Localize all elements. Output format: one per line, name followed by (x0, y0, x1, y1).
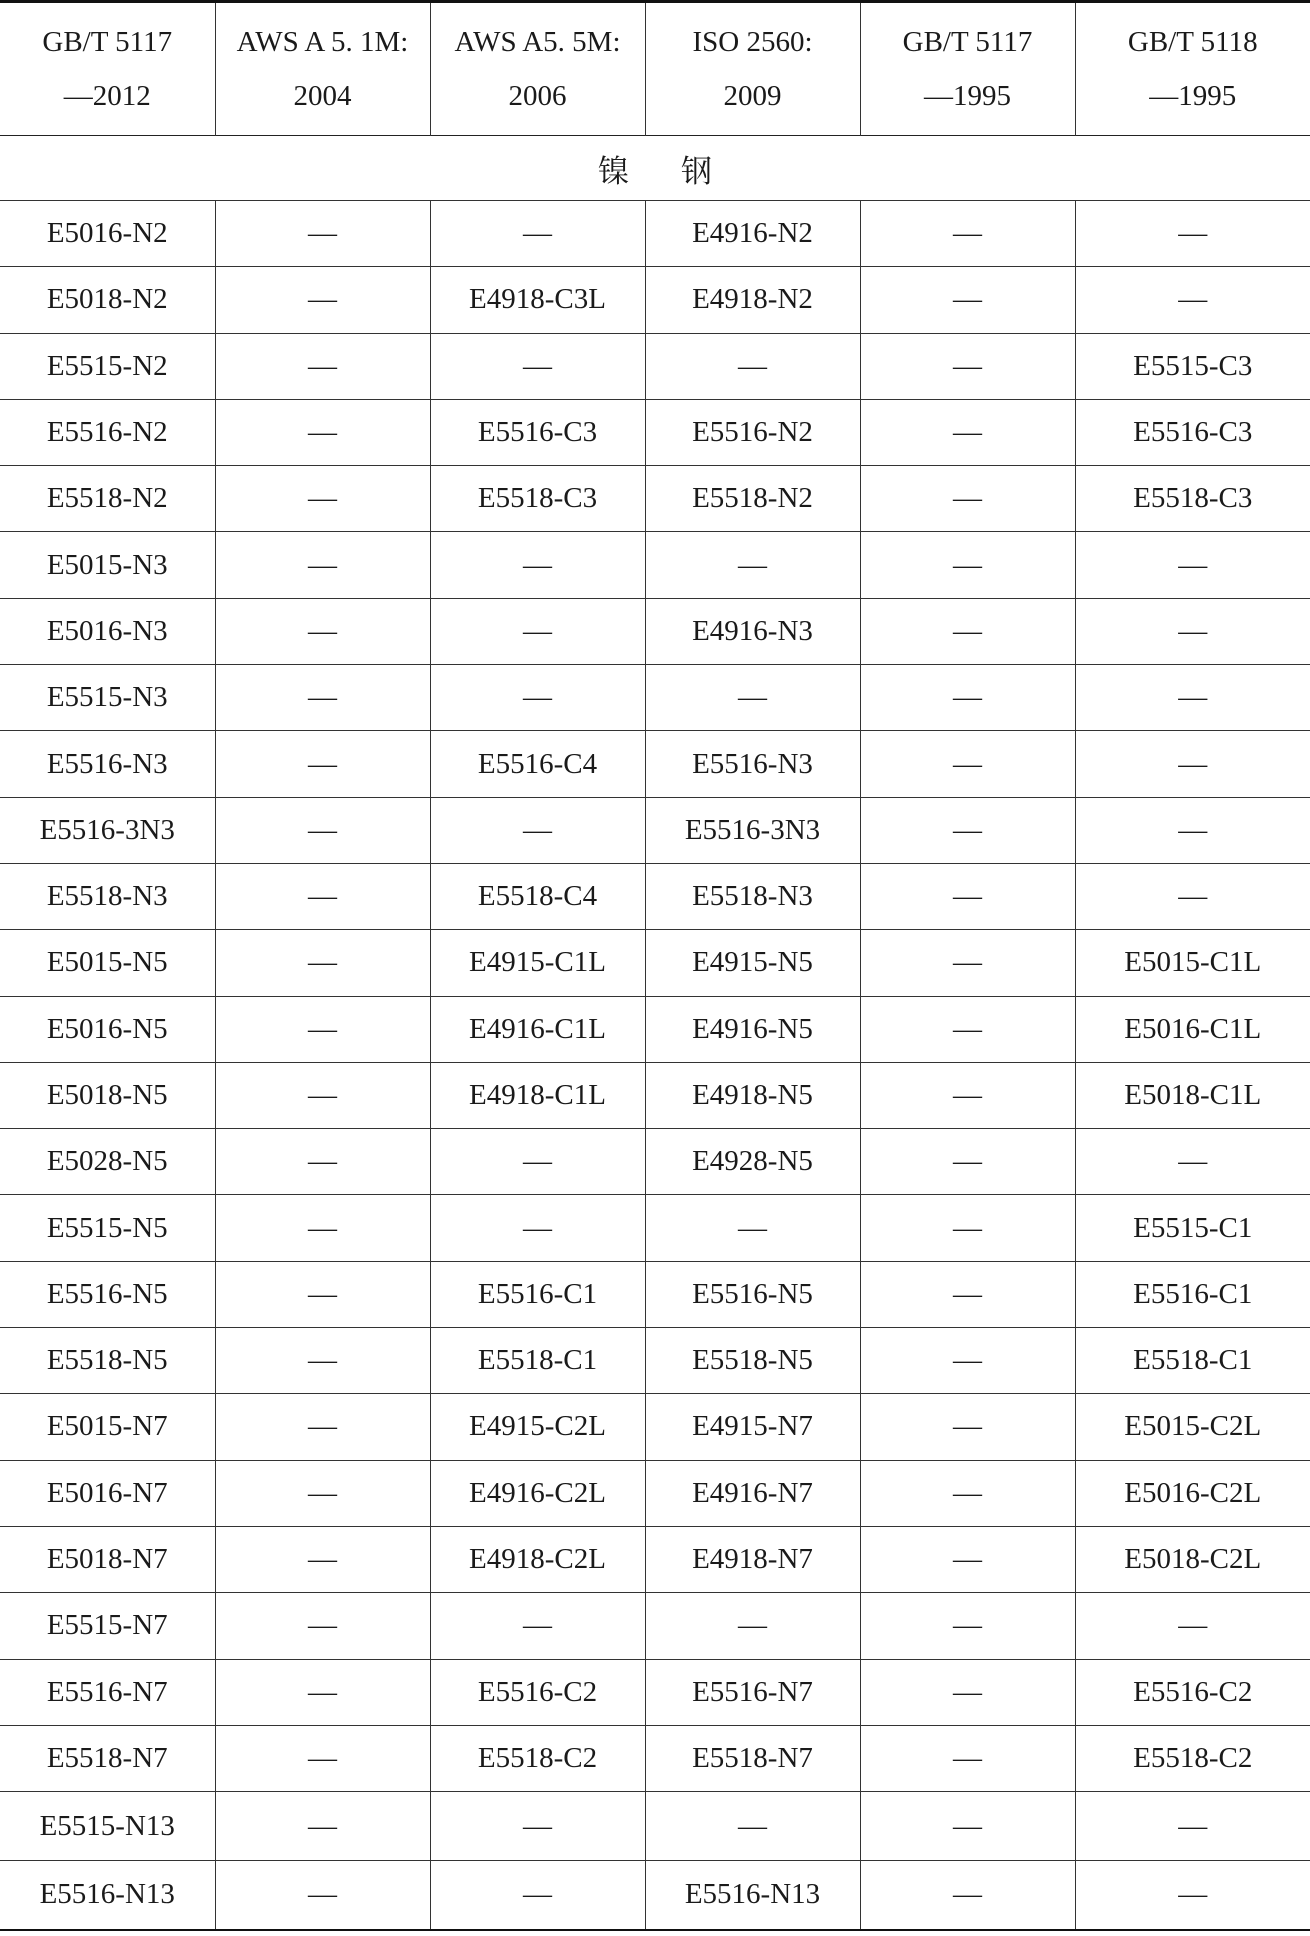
column-header (430, 2, 645, 136)
table-cell: — (860, 267, 1075, 333)
table-cell: E4915-C2L (430, 1394, 645, 1460)
table-cell: — (860, 1195, 1075, 1261)
table-cell: E5516-C3 (1075, 399, 1310, 465)
table-row (0, 797, 1310, 863)
table-cell: E4918-N5 (645, 1062, 860, 1128)
table-row (0, 665, 1310, 731)
table-cell: E4915-N5 (645, 930, 860, 996)
table-cell: — (860, 1593, 1075, 1659)
table-cell: — (860, 1792, 1075, 1861)
table-row (0, 930, 1310, 996)
table-cell: E5016-N3 (0, 598, 215, 664)
table-cell: — (215, 399, 430, 465)
table-cell: — (430, 797, 645, 863)
table-cell: E4918-C1L (430, 1062, 645, 1128)
table-cell: — (215, 996, 430, 1062)
header-row (0, 2, 1310, 136)
table-cell: E5018-N2 (0, 267, 215, 333)
table-cell: E4916-N5 (645, 996, 860, 1062)
column-header-line: 2004 (293, 80, 352, 112)
table-cell: E4915-N7 (645, 1394, 860, 1460)
table-cell: E5518-C4 (430, 863, 645, 929)
table-cell: E5518-N5 (645, 1328, 860, 1394)
table-cell: — (215, 1394, 430, 1460)
column-header-line: GB/T 5117 (42, 26, 173, 58)
table-row (0, 333, 1310, 399)
table-cell: — (215, 267, 430, 333)
table-cell: — (860, 1129, 1075, 1195)
table-cell: E5028-N5 (0, 1129, 215, 1195)
table-cell: E5518-N7 (645, 1725, 860, 1791)
table-cell: E5516-C1 (430, 1261, 645, 1327)
table-cell: E5016-C1L (1075, 996, 1310, 1062)
table-cell: E5516-N2 (0, 399, 215, 465)
table-cell: — (215, 797, 430, 863)
table-cell: — (645, 1593, 860, 1659)
table-row (0, 863, 1310, 929)
table-cell: — (215, 1460, 430, 1526)
table-cell: E5518-C1 (1075, 1328, 1310, 1394)
table-cell: E5016-N7 (0, 1460, 215, 1526)
table-cell: — (430, 598, 645, 664)
table-cell: — (430, 1861, 645, 1930)
table-cell: — (215, 1659, 430, 1725)
table-cell: — (215, 201, 430, 267)
table-cell: E5515-C1 (1075, 1195, 1310, 1261)
table-cell: E5518-N3 (645, 863, 860, 929)
column-header-line: —1995 (924, 80, 1011, 112)
table-cell: E5516-C4 (430, 731, 645, 797)
table-cell: — (1075, 1593, 1310, 1659)
table-cell: E5516-N5 (645, 1261, 860, 1327)
table-cell: E5516-N7 (645, 1659, 860, 1725)
table-cell: — (215, 1725, 430, 1791)
table-row (0, 1792, 1310, 1861)
table-cell: — (430, 532, 645, 598)
table-cell: E5516-3N3 (645, 797, 860, 863)
table-row (0, 1725, 1310, 1791)
column-header-line: 2006 (508, 80, 567, 112)
column-header (0, 2, 215, 136)
table-cell: E5516-N13 (645, 1861, 860, 1930)
table-cell: E4916-N7 (645, 1460, 860, 1526)
column-header-line: —1995 (1149, 80, 1237, 112)
table-cell: E5518-C2 (430, 1725, 645, 1791)
table-cell: — (215, 1861, 430, 1930)
table-cell: E4916-N3 (645, 598, 860, 664)
table-cell: E5518-N7 (0, 1725, 215, 1791)
table-cell: — (860, 797, 1075, 863)
table-cell: E5016-N5 (0, 996, 215, 1062)
table-cell: E5015-C2L (1075, 1394, 1310, 1460)
table-cell: E4915-C1L (430, 930, 645, 996)
table-cell: — (860, 1261, 1075, 1327)
table-cell: — (860, 1861, 1075, 1930)
table-cell: — (1075, 863, 1310, 929)
table-cell: E5016-N2 (0, 201, 215, 267)
table-cell: — (645, 1195, 860, 1261)
table-row (0, 466, 1310, 532)
column-header-line: GB/T 5118 (1127, 26, 1258, 58)
column-header-line: GB/T 5117 (902, 26, 1033, 58)
table-cell: E5515-N13 (0, 1792, 215, 1861)
table-row (0, 1861, 1310, 1930)
table-cell: E5015-C1L (1075, 930, 1310, 996)
table-cell: — (215, 1195, 430, 1261)
table-body (0, 136, 1310, 1930)
table-cell: — (860, 996, 1075, 1062)
table-cell: — (860, 1460, 1075, 1526)
table-cell: — (860, 1725, 1075, 1791)
table-cell: — (430, 1593, 645, 1659)
table-cell: E5518-N2 (0, 466, 215, 532)
table-cell: E5516-C2 (1075, 1659, 1310, 1725)
table-header (0, 2, 1310, 136)
table-cell: — (860, 1062, 1075, 1128)
table-cell: — (1075, 267, 1310, 333)
table-cell: E5015-N7 (0, 1394, 215, 1460)
table-cell: E4928-N5 (645, 1129, 860, 1195)
table-cell: — (860, 665, 1075, 731)
column-header-line: AWS A 5. 1M: (236, 26, 409, 58)
table-cell: — (215, 333, 430, 399)
table-cell: E5515-N7 (0, 1593, 215, 1659)
table-cell: — (215, 598, 430, 664)
table-cell: E5518-N5 (0, 1328, 215, 1394)
table-cell: E5018-C1L (1075, 1062, 1310, 1128)
column-header-line: —2012 (63, 80, 151, 112)
table-cell: E5515-N3 (0, 665, 215, 731)
table-cell: E5516-N2 (645, 399, 860, 465)
column-header (1075, 2, 1310, 136)
column-header (645, 2, 860, 136)
table-cell: — (860, 201, 1075, 267)
table-cell: — (860, 333, 1075, 399)
table-cell: — (1075, 797, 1310, 863)
table-row (0, 996, 1310, 1062)
table-cell: — (1075, 1129, 1310, 1195)
column-header (860, 2, 1075, 136)
table-cell: E4918-N7 (645, 1526, 860, 1592)
table-row (0, 1659, 1310, 1725)
table-cell: — (215, 1526, 430, 1592)
table-cell: E5515-N5 (0, 1195, 215, 1261)
table-cell: E5516-C2 (430, 1659, 645, 1725)
table-cell: — (860, 1394, 1075, 1460)
table-cell: E5518-C3 (1075, 466, 1310, 532)
table-cell: — (860, 930, 1075, 996)
table-cell: — (215, 466, 430, 532)
table-cell: E5516-N3 (645, 731, 860, 797)
table-cell: — (1075, 1861, 1310, 1930)
table-cell: — (1075, 201, 1310, 267)
column-header-line: ISO 2560: (692, 26, 813, 58)
table-cell: — (215, 1261, 430, 1327)
table-cell: — (645, 333, 860, 399)
table-cell: — (860, 1328, 1075, 1394)
table-cell: E4918-C2L (430, 1526, 645, 1592)
table-cell: — (860, 731, 1075, 797)
table-cell: — (860, 863, 1075, 929)
table-cell: — (215, 665, 430, 731)
table-cell: — (430, 665, 645, 731)
table-cell: E5518-N2 (645, 466, 860, 532)
table-cell: E5016-C2L (1075, 1460, 1310, 1526)
table-cell: — (215, 930, 430, 996)
table-cell: E5516-N13 (0, 1861, 215, 1930)
table-cell: E5518-C3 (430, 466, 645, 532)
column-header-line: 2009 (723, 80, 782, 112)
table-row (0, 598, 1310, 664)
table-cell: E5516-C3 (430, 399, 645, 465)
table-row (0, 201, 1310, 267)
table-cell: — (860, 1659, 1075, 1725)
table-cell: — (215, 1593, 430, 1659)
table-cell: E5018-N7 (0, 1526, 215, 1592)
table-row (0, 1526, 1310, 1592)
table-row (0, 1195, 1310, 1261)
table-cell: E5516-N5 (0, 1261, 215, 1327)
table-cell: E4916-C2L (430, 1460, 645, 1526)
table-cell: E5518-N3 (0, 863, 215, 929)
table-cell: E5516-3N3 (0, 797, 215, 863)
table-cell: E4918-N2 (645, 267, 860, 333)
table-row (0, 532, 1310, 598)
table-row (0, 267, 1310, 333)
table-cell: E5018-C2L (1075, 1526, 1310, 1592)
table-cell: — (860, 399, 1075, 465)
table-cell: — (215, 1129, 430, 1195)
table-cell: — (860, 466, 1075, 532)
group-row (0, 136, 1310, 201)
table-cell: — (215, 1328, 430, 1394)
table-cell: — (860, 1526, 1075, 1592)
table-cell: E5516-N3 (0, 731, 215, 797)
table-cell: — (215, 532, 430, 598)
table-cell: — (1075, 665, 1310, 731)
table-cell: E5515-N2 (0, 333, 215, 399)
table-cell: — (860, 532, 1075, 598)
table-cell: E4916-N2 (645, 201, 860, 267)
table-cell: E5015-N3 (0, 532, 215, 598)
table-cell: E5518-C2 (1075, 1725, 1310, 1791)
table-cell: E5015-N5 (0, 930, 215, 996)
column-header-line: AWS A5. 5M: (454, 26, 621, 58)
table-row (0, 1261, 1310, 1327)
table-cell: — (1075, 1792, 1310, 1861)
table-row (0, 1593, 1310, 1659)
table-cell: — (645, 665, 860, 731)
table-cell: — (430, 1792, 645, 1861)
table-cell: — (1075, 532, 1310, 598)
table-row (0, 1394, 1310, 1460)
table-cell: — (215, 863, 430, 929)
table-cell: E5515-C3 (1075, 333, 1310, 399)
table-cell: — (645, 1792, 860, 1861)
column-header (215, 2, 430, 136)
table-cell: — (215, 1062, 430, 1128)
table-cell: — (645, 532, 860, 598)
table-cell: — (1075, 731, 1310, 797)
table-cell: E5516-N7 (0, 1659, 215, 1725)
table-row (0, 399, 1310, 465)
table-cell: — (430, 1129, 645, 1195)
table-cell: E5516-C1 (1075, 1261, 1310, 1327)
table-row (0, 1328, 1310, 1394)
table-row (0, 1129, 1310, 1195)
table-cell: — (1075, 598, 1310, 664)
table-cell: E4916-C1L (430, 996, 645, 1062)
table-cell: E5018-N5 (0, 1062, 215, 1128)
table-cell: — (215, 731, 430, 797)
table-cell: E4918-C3L (430, 267, 645, 333)
table-row (0, 1460, 1310, 1526)
table-cell: — (430, 201, 645, 267)
table-row (0, 731, 1310, 797)
table-cell: — (860, 598, 1075, 664)
table-cell: E5518-C1 (430, 1328, 645, 1394)
table-row (0, 1062, 1310, 1128)
table-cell: — (215, 1792, 430, 1861)
table-cell: — (430, 1195, 645, 1261)
table-cell: — (430, 333, 645, 399)
group-label: 镍钢 (0, 136, 1310, 201)
